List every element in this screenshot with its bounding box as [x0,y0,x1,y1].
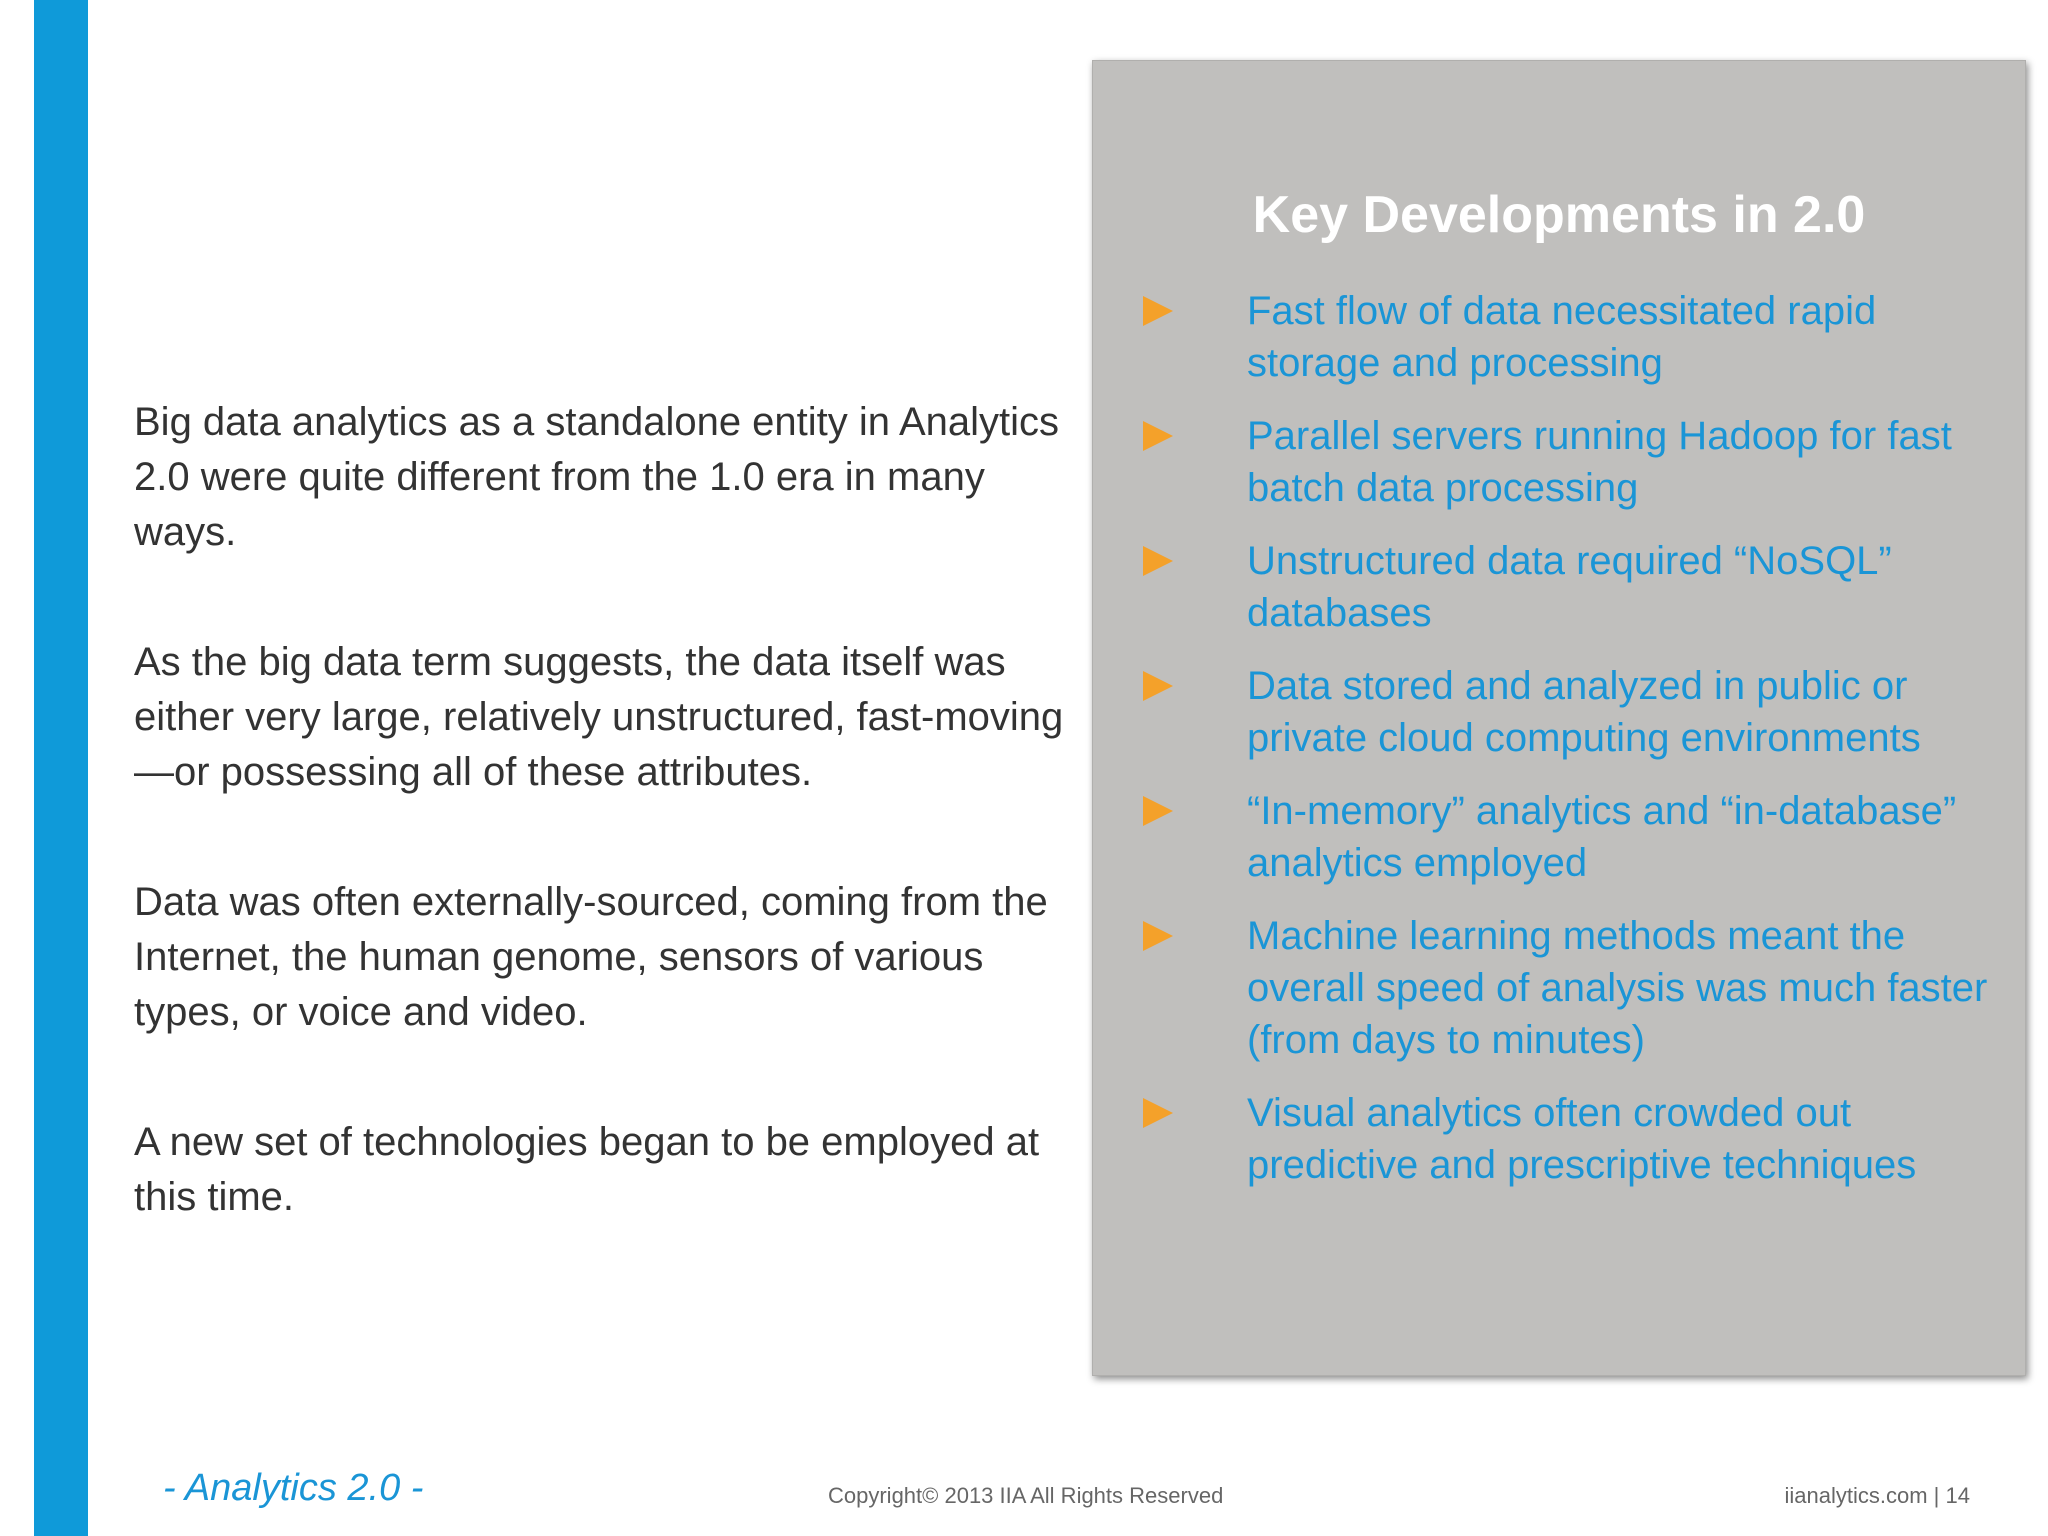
footer-site-page [1785,1482,1971,1510]
list-item [1133,535,2013,639]
list-item-text: Data stored and analyzed in public or private cloud computing environments [1247,664,1921,760]
triangle-arrow-icon [1143,796,1173,826]
list-item [1133,660,2013,764]
triangle-arrow-icon [1143,921,1173,951]
key-developments-panel [1092,60,2026,1376]
triangle-arrow-icon [1143,1098,1173,1128]
footer-section-label: - Analytics 2.0 - [163,1467,424,1509]
paragraph-1: Big data analytics as a standalone entity in Analytics 2.0 were quite different from the 1.0 era in many ways. [134,400,1059,554]
list-item [1133,410,2013,514]
list-item [1133,285,2013,389]
list-item [1133,785,2013,889]
list-item-text: “In-memory” analytics and “in-database” analytics employed [1247,789,1957,885]
developments-list [1133,285,2013,1212]
list-item [1133,1087,2013,1191]
triangle-arrow-icon [1143,296,1173,326]
list-item-text: Parallel servers running Hadoop for fast batch data processing [1247,414,1952,510]
footer-copyright: Copyright© 2013 IIA All Rights Reserved [828,1483,1224,1508]
left-accent-bar [34,0,88,1536]
list-item-text: Visual analytics often crowded out predictive and prescriptive techniques [1247,1091,1917,1187]
paragraph-2: As the big data term suggests, the data itself was either very large, relatively unstructured, fast-moving—or possessing all of these attributes. [134,640,1064,794]
list-item-text: Machine learning methods meant the overall speed of analysis was much faster (from days to minutes) [1247,914,1988,1062]
left-body-text [134,395,1064,1300]
triangle-arrow-icon [1143,421,1173,451]
triangle-arrow-icon [1143,546,1173,576]
footer-site: iianalytics.com [1784,1483,1928,1508]
panel-title: Key Developments in 2.0 [1252,186,1866,244]
footer-separator: | [1933,1483,1940,1508]
list-item-text: Fast flow of data necessitated rapid storage and processing [1247,289,1877,385]
paragraph-3: Data was often externally-sourced, coming from the Internet, the human genome, sensors of various types, or voice and video. [134,880,1048,1034]
page-number: 14 [1945,1483,1970,1508]
list-item [1133,910,2013,1066]
list-item-text: Unstructured data required “NoSQL” databases [1247,539,1892,635]
triangle-arrow-icon [1143,671,1173,701]
paragraph-4: A new set of technologies began to be employed at this time. [134,1120,1040,1219]
